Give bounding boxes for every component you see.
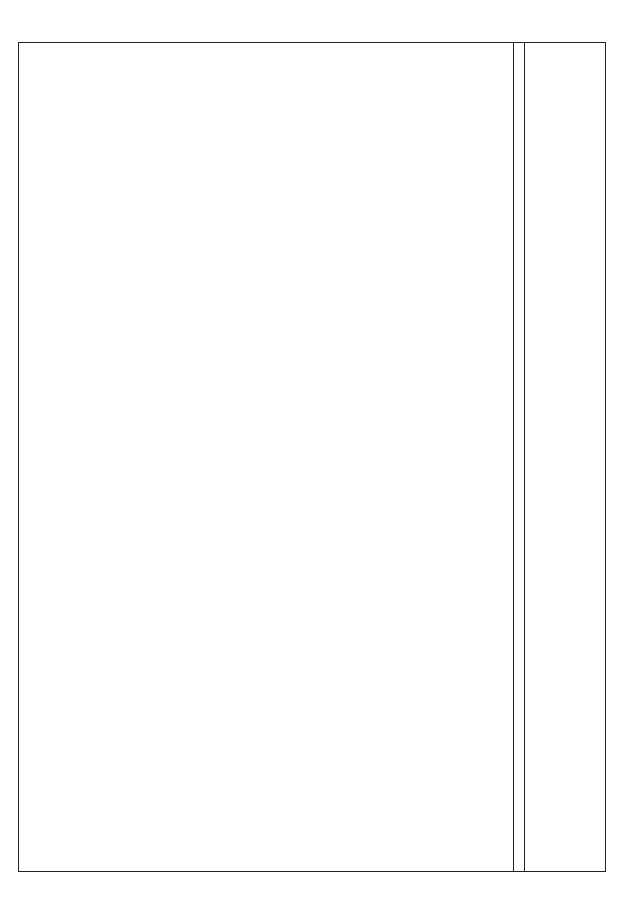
column-number-row <box>513 43 524 871</box>
table-body <box>16 43 513 871</box>
table-header <box>524 43 605 871</box>
repair-plan-table <box>18 42 606 872</box>
